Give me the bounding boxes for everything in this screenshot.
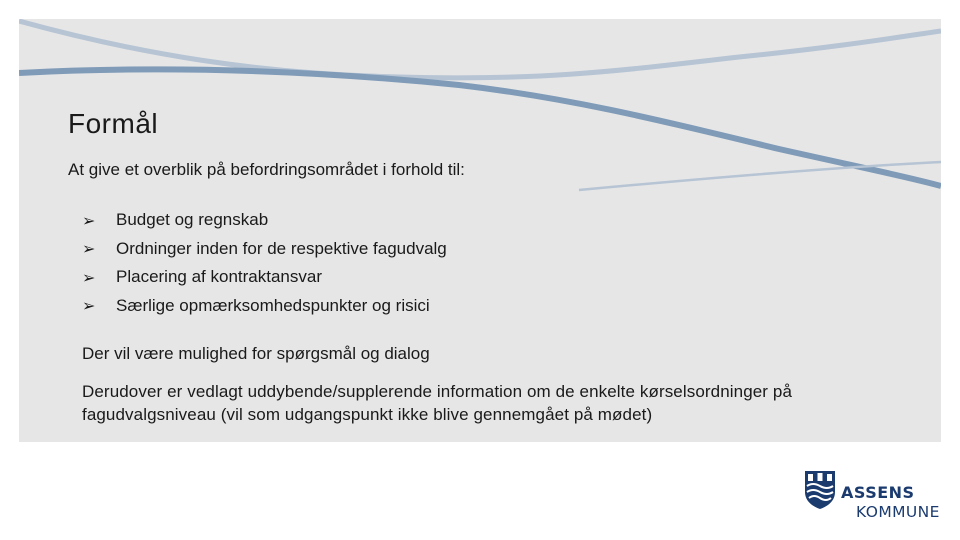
bullet-text: Ordninger inden for de respektive fagudvalg bbox=[116, 238, 447, 258]
bullet-text: Placering af kontraktansvar bbox=[116, 267, 322, 287]
logo-text-kommune: KOMMUNE bbox=[856, 503, 940, 521]
arrow-bullet-icon: ➢ bbox=[82, 210, 96, 230]
attachment-paragraph: Derudover er vedlagt uddybende/supplerende information om de enkelte kørselsordninger på fagudvalgsniveau (vil som udgangspunkt ikke blive gennemgået på mødet) bbox=[82, 382, 792, 424]
dialog-paragraph: Der vil være mulighed for spørgsmål og dialog bbox=[82, 344, 430, 363]
wave-thin bbox=[579, 162, 941, 190]
assens-kommune-logo bbox=[800, 466, 950, 526]
list-item bbox=[82, 206, 447, 235]
arrow-bullet-icon: ➢ bbox=[82, 267, 96, 287]
list-item bbox=[82, 292, 447, 321]
intro-text: At give et overblik på befordringsområdet i forhold til: bbox=[68, 160, 465, 179]
logo-text-assens: ASSENS bbox=[841, 483, 915, 502]
arrow-bullet-icon: ➢ bbox=[82, 296, 96, 316]
municipal-crest-icon bbox=[804, 470, 836, 510]
bullet-list bbox=[82, 206, 447, 320]
bullet-text: Særlige opmærksomhedspunkter og risici bbox=[116, 295, 430, 315]
slide-title: Formål bbox=[68, 108, 159, 139]
arrow-bullet-icon: ➢ bbox=[82, 239, 96, 259]
list-item bbox=[82, 263, 447, 292]
bullet-text: Budget og regnskab bbox=[116, 210, 269, 230]
list-item bbox=[82, 235, 447, 264]
